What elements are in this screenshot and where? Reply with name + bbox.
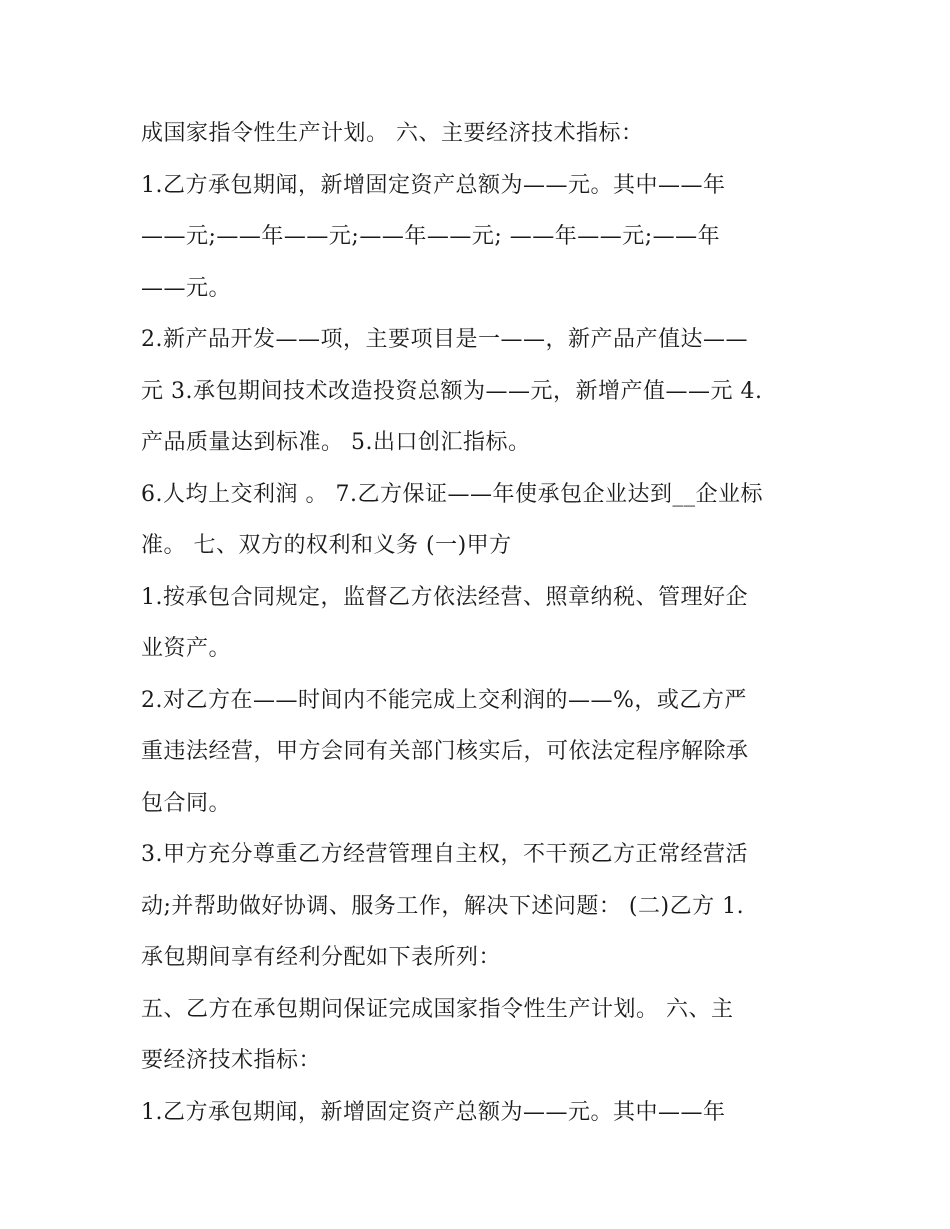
text-line: 元 3.承包期间技术改造投资总额为——元，新增产值——元 4. (141, 378, 763, 404)
text-line: 1.乙方承包期闻，新增固定资产总额为——元。其中——年 (141, 172, 726, 198)
text-line: 1.按承包合同规定，监督乙方依法经营、照章纳税、管理好企 (141, 584, 748, 610)
text-line: 成国家指令性生产计划。 六、主要经济技术指标： (141, 121, 644, 146)
text-line: 3.甲方充分尊重乙方经营管理自主权，不干预乙方正常经营活 (141, 842, 748, 867)
text-line: 6.人均上交利润 。 7.乙方保证——年使承包企业达到__企业标 (141, 481, 763, 507)
text-line: 1.乙方承包期闻，新增固定资产总额为——元。其中——年 (141, 1099, 726, 1125)
text-line: 重违法经营，甲方会同有关部门核实后，可依法定程序解除承 (141, 739, 749, 764)
text-line: 五、乙方在承包期问保证完成国家指令性生产计划。 六、主 (141, 996, 734, 1022)
text-line: 承包期间享有经利分配如下表所列： (141, 945, 502, 970)
text-line: 业资产。 (141, 636, 232, 661)
text-line: ——元;——年——元;——年——元; ——年——元;——年 (141, 224, 721, 249)
text-line: 包合同。 (141, 790, 232, 816)
text-line: 2.新产品开发——项，主要项目是一——，新产品产值达—— (141, 327, 748, 352)
text-line: ——元。 (141, 275, 232, 301)
text-line: 产品质量达到标准。 5.出口创汇指标。 (141, 430, 531, 455)
text-line: 要经济技术指标： (141, 1048, 322, 1073)
text-line: 动;并帮助做好协调、服务工作，解决下述问题： (二)乙方 1. (141, 893, 745, 919)
text-line: 2.对乙方在——时间内不能完成上交利润的——%，或乙方严 (141, 687, 747, 713)
text-line: 准。 七、双方的权利和义务 (一)甲方 (141, 533, 512, 558)
contract-text-body (141, 108, 821, 1138)
